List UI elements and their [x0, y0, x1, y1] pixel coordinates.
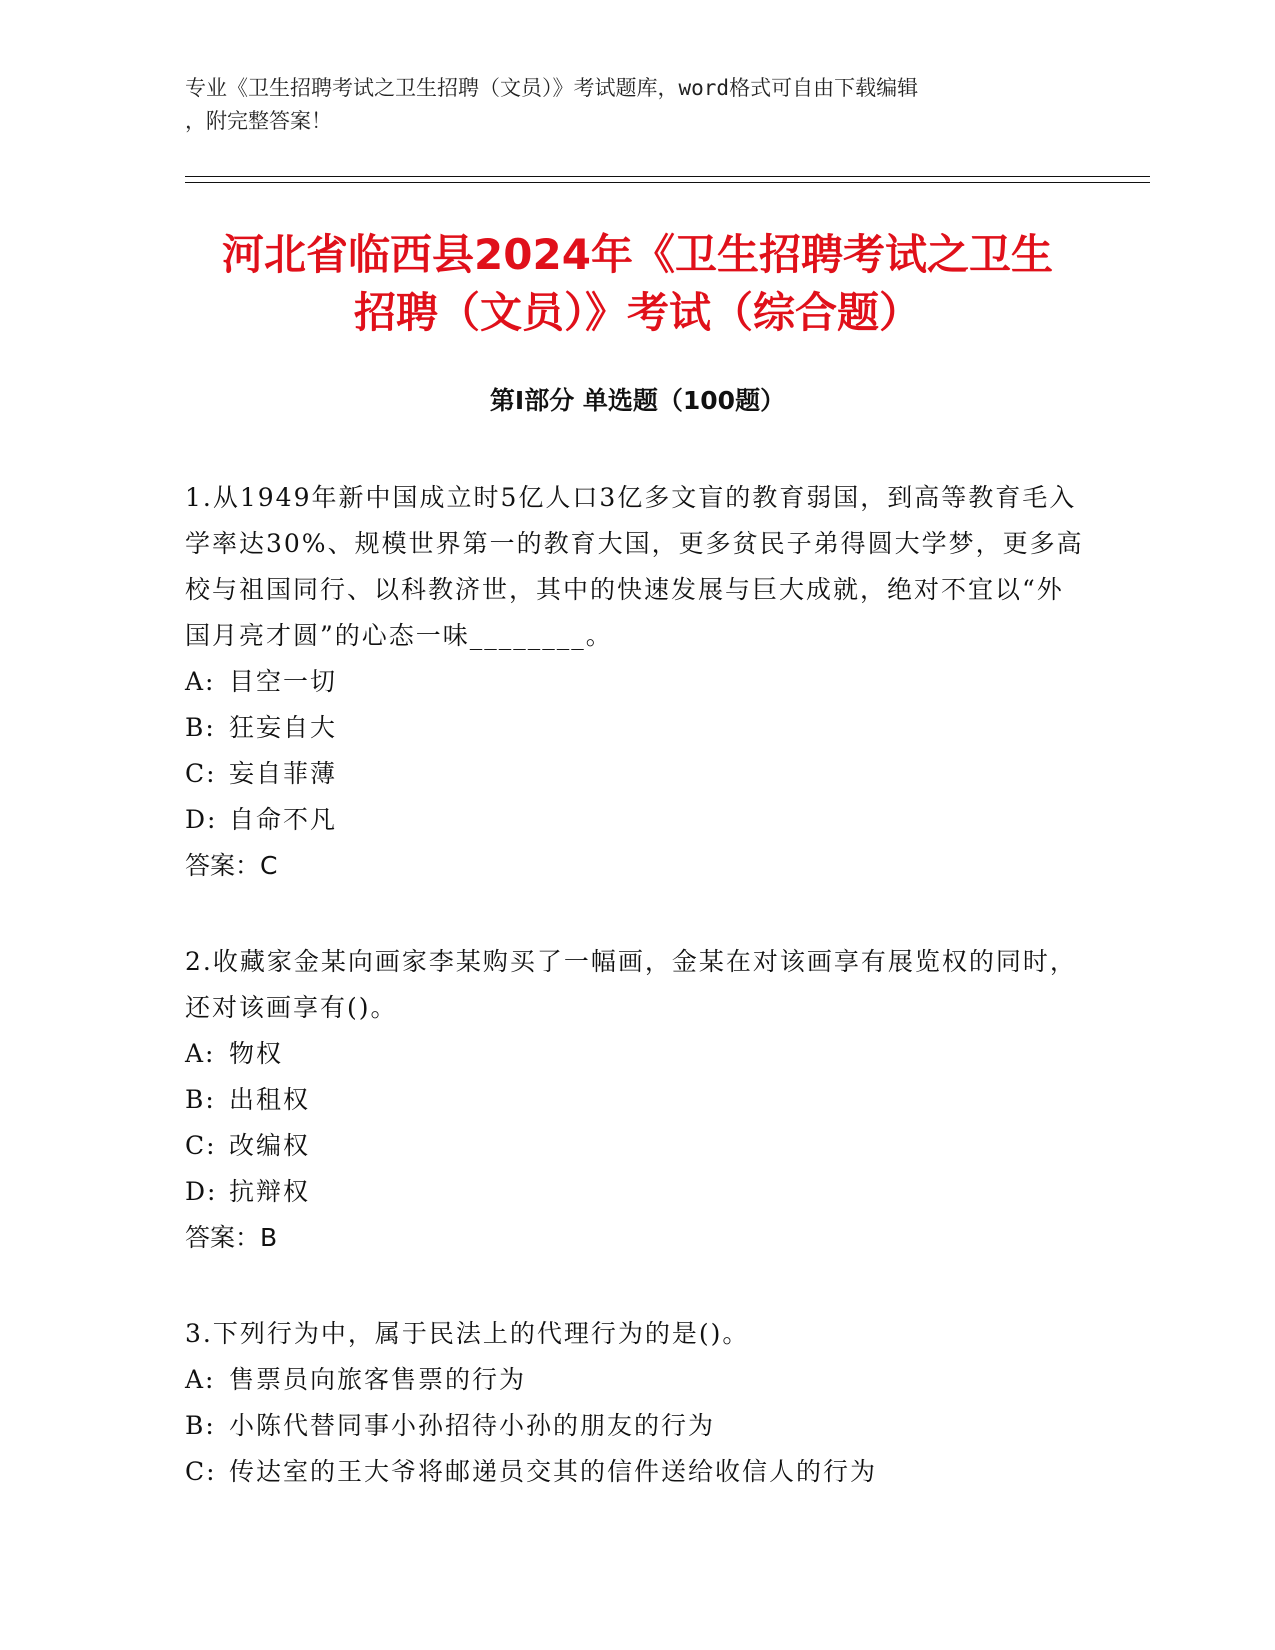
answer-line: 答案：B	[185, 1223, 278, 1252]
question-stem: 3.下列行为中，属于民法上的代理行为的是()。	[185, 1319, 750, 1348]
option-d	[185, 1169, 1085, 1215]
option-text: 小陈代替同事小孙招待小孙的朋友的行为	[229, 1411, 716, 1440]
question-stem: 2.收藏家金某向画家李某购买了一幅画，金某在对该画享有展览权的同时，还对该画享有()。	[185, 947, 1077, 1022]
option-text: 目空一切	[229, 667, 338, 696]
answer-line: 答案：C	[185, 851, 278, 880]
option-key: D:	[185, 805, 218, 834]
option-a	[185, 1357, 1085, 1403]
document-title-line-1: 河北省临西县2024年《卫生招聘考试之卫生	[222, 230, 1053, 279]
option-key: C:	[185, 1131, 217, 1160]
header-divider-top	[185, 176, 1150, 177]
option-text: 改编权	[229, 1131, 311, 1160]
option-key: C:	[185, 759, 217, 788]
option-key: B:	[185, 713, 216, 742]
option-key: B:	[185, 1411, 216, 1440]
question-2	[185, 939, 1085, 1261]
option-key: A:	[185, 667, 216, 696]
option-b	[185, 1077, 1085, 1123]
option-key: B:	[185, 1085, 216, 1114]
document-title	[150, 226, 1125, 342]
question-list	[185, 475, 1085, 1545]
header-note-line-2: ，附完整答案！	[185, 109, 332, 133]
option-key: A:	[185, 1365, 216, 1394]
option-c	[185, 1449, 1085, 1495]
option-c	[185, 1123, 1085, 1169]
option-key: C:	[185, 1457, 217, 1486]
option-text: 抗辩权	[229, 1177, 311, 1206]
option-b	[185, 1403, 1085, 1449]
option-c	[185, 751, 1085, 797]
option-key: A:	[185, 1039, 216, 1068]
option-text: 售票员向旅客售票的行为	[229, 1365, 527, 1394]
option-a	[185, 1031, 1085, 1077]
question-1	[185, 475, 1085, 889]
document-title-line-2: 招聘（文员）》考试（综合题）	[353, 288, 921, 337]
option-text: 妄自菲薄	[229, 759, 338, 788]
question-stem: 1.从1949年新中国成立时5亿人口3亿多文盲的教育弱国，到高等教育毛入学率达30%、规模世界第一的教育大国，更多贫民子弟得圆大学梦，更多高校与祖国同行、以科教济世，其中的快速发展与巨大成就，绝对不宜以“外国月亮才圆”的心态一味________。	[185, 483, 1084, 650]
section-title: 第Ⅰ部分 单选题（100题）	[489, 386, 786, 415]
option-key: D:	[185, 1177, 218, 1206]
header-divider-bottom	[185, 182, 1150, 183]
option-b	[185, 705, 1085, 751]
option-text: 传达室的王大爷将邮递员交其的信件送给收信人的行为	[229, 1457, 878, 1486]
header-note	[185, 72, 1085, 138]
option-a	[185, 659, 1085, 705]
option-text: 狂妄自大	[229, 713, 338, 742]
option-text: 自命不凡	[229, 805, 338, 834]
option-d	[185, 797, 1085, 843]
header-note-line-1: 专业《卫生招聘考试之卫生招聘（文员）》考试题库，word格式可自由下载编辑	[185, 76, 919, 100]
question-3	[185, 1311, 1085, 1495]
option-text: 物权	[229, 1039, 284, 1068]
option-text: 出租权	[229, 1085, 311, 1114]
